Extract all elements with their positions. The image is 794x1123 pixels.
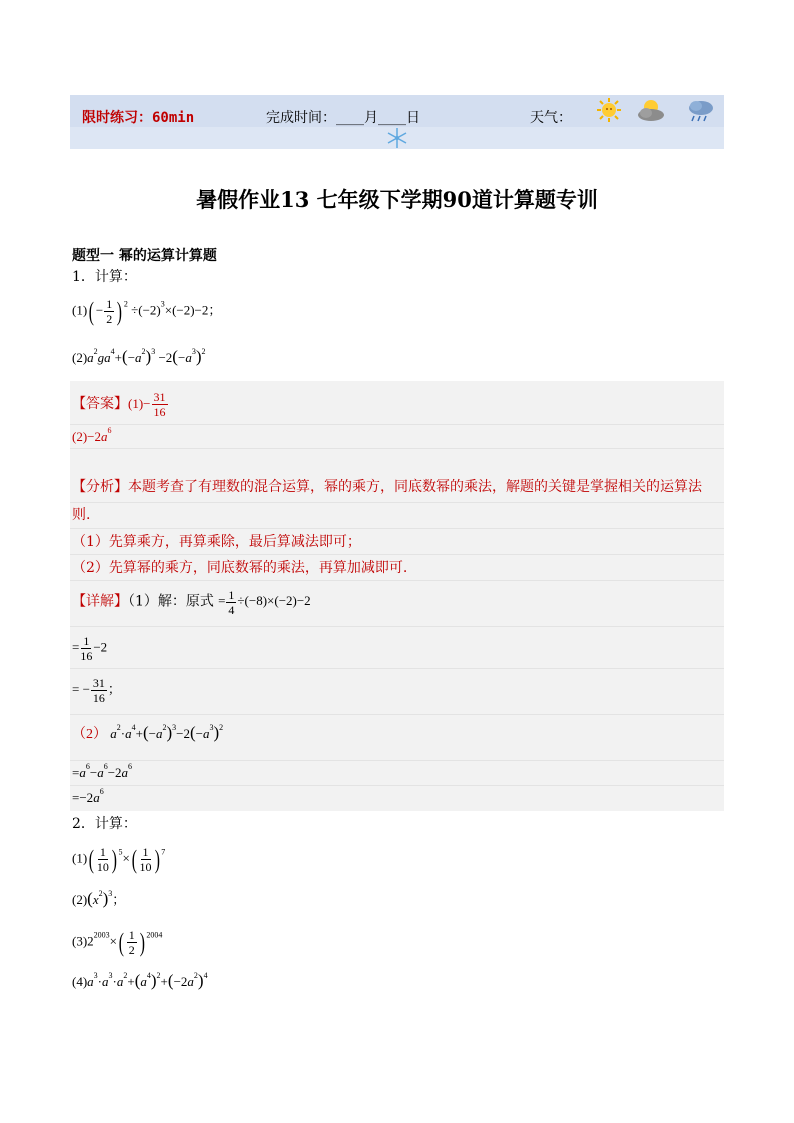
page-title: 暑假作业13 七年级下学期90道计算题专训 <box>196 187 598 212</box>
detail-line-6: $=-2a^6$ <box>72 787 104 805</box>
rain-cloud-icon <box>686 98 716 124</box>
q2-part2-expression: $(2)(x^2)^3$； <box>72 889 126 908</box>
detail-line-3: = − $\frac{31}{16}$ ； <box>72 676 121 705</box>
q2-part3-expression: $(3)2^{2003}\times$( $\frac{1}{2}$ ) $^{2004}$ <box>72 927 163 957</box>
detail-line-4: （2） $a^2\cdot a^4+(-a^2)^3-2(-a^3)^2$ <box>72 723 224 742</box>
question-1-label: 1．计算： <box>72 269 137 285</box>
equals-sign-2: = <box>72 765 80 780</box>
answer-line-1 <box>72 390 169 419</box>
analysis-line-1b: 则. <box>72 507 91 523</box>
detail-line-5: $=a^6-a^6-2a^6$ <box>72 762 133 780</box>
snowflake-icon <box>386 127 408 149</box>
q1-part2-expression: $(2)a^2ga^4+(-a^2)^3 -2(-a^3)^2$ <box>72 347 206 366</box>
question-2-label: 2．计算： <box>72 816 137 832</box>
answer-line-2: $(2)-2a^6$ <box>72 426 112 444</box>
answer-tag: 【答案】 <box>72 396 128 412</box>
equals-sign: = <box>72 639 80 655</box>
analysis-line-3: （2）先算幂的乘方，同底数幂的乘法，再算加减即可. <box>72 560 408 576</box>
detail-tag: 【详解】 <box>72 593 128 610</box>
detail-intro: （1）解：原式 <box>128 593 214 610</box>
analysis-line-1 <box>72 478 702 496</box>
analysis-text-1: 本题考查了有理数的混合运算，幂的乘方，同底数幂的乘法，解题的关键是掌握相关的运算法 <box>128 479 702 495</box>
weather-label: 天气： <box>530 110 572 126</box>
detail-part2-label: （2） <box>72 727 107 742</box>
answer-2-prefix: (2)−2 <box>72 429 101 444</box>
sun-icon <box>596 97 622 123</box>
answer-1-prefix: (1)− <box>128 396 151 411</box>
equals-sign-3: = <box>72 790 80 805</box>
answer-1-numerator: 31 <box>153 390 166 404</box>
time-limit: 限时练习：60min <box>82 110 195 126</box>
analysis-tag: 【分析】 <box>72 479 128 495</box>
analysis-line-2: （1）先算乘方，再算乘除，最后算减法即可； <box>72 534 361 550</box>
partly-cloudy-icon <box>636 97 666 123</box>
complete-time: 完成时间：____月____日 <box>266 110 420 126</box>
q2-part4-expression: $(4)a^3\cdot a^3\cdot a^2+(a^4)^2+(-2a^2)^4$ <box>72 971 208 990</box>
detail-line-1: 【详解】（1）解：原式 = $\frac{1}{4}$ ÷(−8)×(−2)−2 <box>72 588 311 617</box>
section-heading: 题型一 幂的运算计算题 <box>72 248 217 264</box>
answer-1-denominator: 16 <box>153 405 166 419</box>
detail-line-2: = $\frac{1}{16}$ −2 <box>72 634 108 663</box>
q1-part1-expression: (1)( − $\frac{1}{2}$ ) $^2 \div(-2)^3\times(-2)-2$； <box>72 296 222 326</box>
equals-minus: = − <box>72 681 90 697</box>
q2-part1-expression: (1)( $\frac{1}{10}$ ) $^5$×( $\frac{1}{10}$ ) $^7$ <box>72 844 166 874</box>
